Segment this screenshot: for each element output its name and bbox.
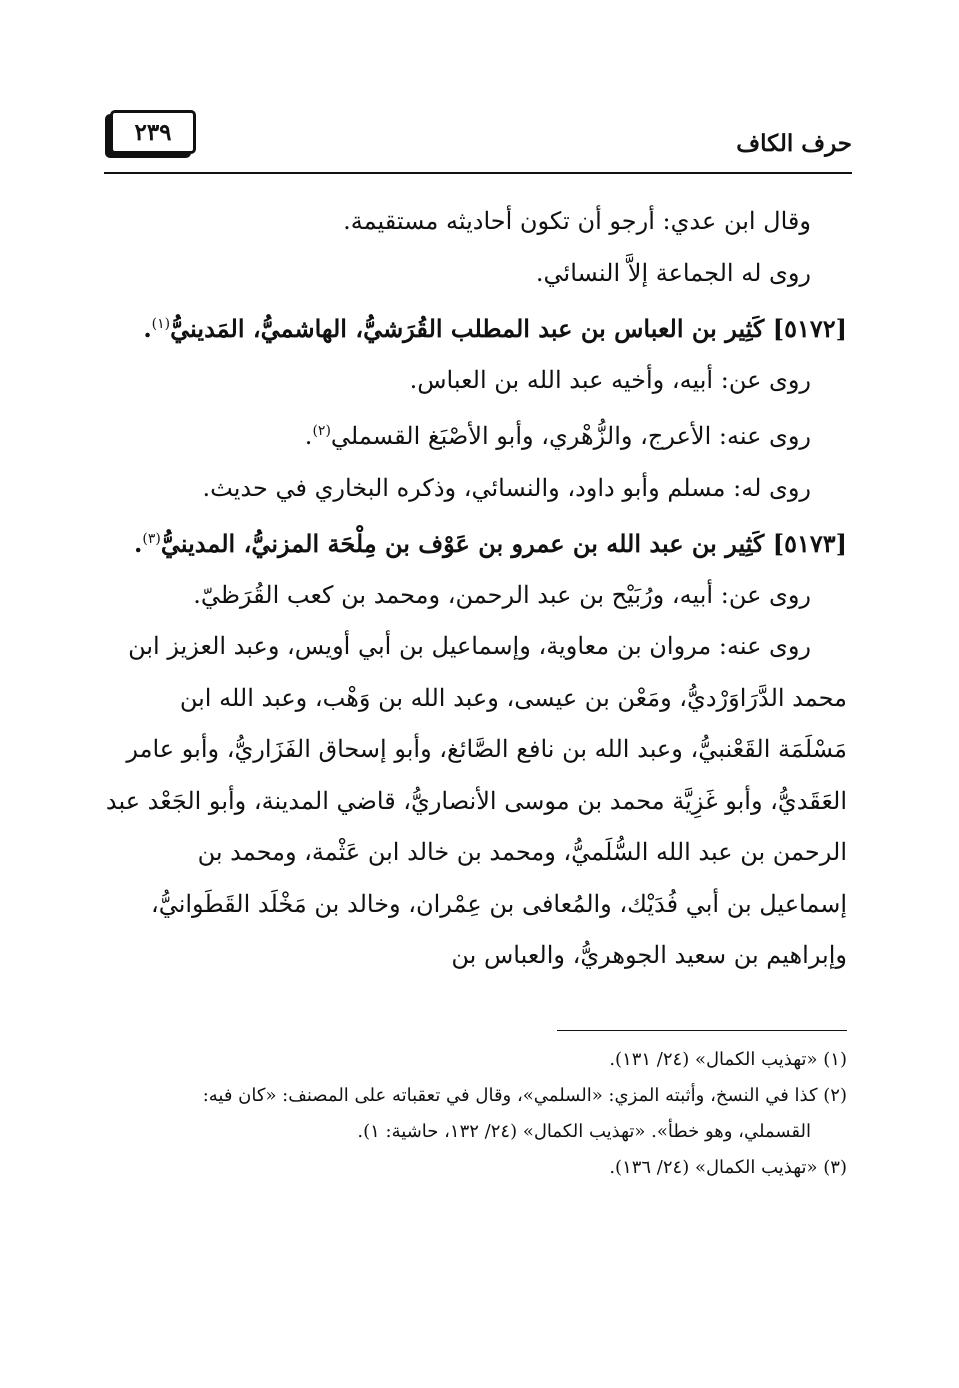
footnote-ref-1: (١) [151,316,171,332]
entry-5173-narrated-from: روى عن: أبيه، ورُبَيْح بن عبد الرحمن، ومحمد بن كعب القُرَظيّ. [193,580,811,609]
footnote-3: (٣) «تهذيب الكمال» (٢٤/ ١٣٦). [609,1157,847,1178]
footnote-ref-2: (٢) [312,423,331,439]
entry-5172-number: [٥١٧٢] [772,314,847,343]
entry-5172-narrators-text: روى عنه: الأعرج، والزُّهْري، وأبو الأصْبَغ القسملي [330,422,811,450]
entry-5172-heading [105,299,847,355]
entry-5172-narrators-end: . [304,422,313,450]
page-number-box [110,110,196,154]
header-rule [104,172,852,174]
entry-5173-heading [105,514,847,570]
line-jamaa: روى له الجماعة إلاَّ النسائي. [535,258,811,287]
footnote-2: (٢) كذا في النسخ، وأثبته المزي: «السلمي»، وقال في تعقباته على المصنف: «كان فيه: [202,1085,847,1106]
entry-5172-narrated-by: روى له: مسلم وأبو داود، والنسائي، وذكره البخاري في حديث. [202,473,811,502]
running-title: حرف الكاف [736,130,852,157]
entry-5172-name: كَثِير بن العباس بن عبد المطلب القُرَشيُّ، الهاشميُّ، المَدينيُّ [170,314,765,343]
footnote-2-continued: القسملي، وهو خطأ». «تهذيب الكمال» (٢٤/ ١٣٢، حاشية: ١). [357,1121,811,1142]
body-text [105,196,847,982]
entry-5173-number: [٥١٧٣] [772,529,847,558]
entry-5172-narrated-from: روى عن: أبيه، وأخيه عبد الله بن العباس. [409,365,811,394]
entry-5173-narrators: روى عنه: مروان بن معاوية، وإسماعيل بن أبي أويس، وعبد العزيز ابن محمد الدَّرَاوَرْديُّ، ومَعْن بن عيسى، وعبد الله بن وَهْب، وعبد الله ابن مَسْلَمَة القَعْنبيُّ، وعبد الله بن نافع الصَّائغ، وأبو إسحاق الفَزَاريُّ، وأبو عامر العَقَديُّ، وأبو غَزِيَّة محمد بن موسى الأنصاريُّ، قاضي المدينة، وأبو الجَعْد عبد الرحمن بن عبد الله السُّلَميُّ، ومحمد بن خالد ابن عَثْمة، ومحمد بن إسماعيل بن أبي فُدَيْك، والمُعافى بن عِمْران، وخالد بن مَخْلَد القَطَوانيُّ، وإبراهيم بن سعيد الجوهريُّ، والعباس بن [105,632,847,969]
page-number: ٢٣٩ [134,118,172,146]
page-header [100,100,852,174]
footnote-ref-3: (٣) [142,531,161,547]
entry-5173-name: كَثِير بن عبد الله بن عمرو بن عَوْف بن مِلْحَة المزنيُّ، المدينيُّ [160,529,765,558]
line-ibn-adi: وقال ابن عدي: أرجو أن تكون أحاديثه مستقيمة. [343,207,811,235]
footnote-1: (١) «تهذيب الكمال» (٢٤/ ١٣١). [609,1049,847,1070]
footnotes [105,1042,847,1186]
entry-5173-end: . [134,529,143,558]
entry-5172-end: . [143,314,152,343]
entry-5172-narrators [105,406,847,463]
